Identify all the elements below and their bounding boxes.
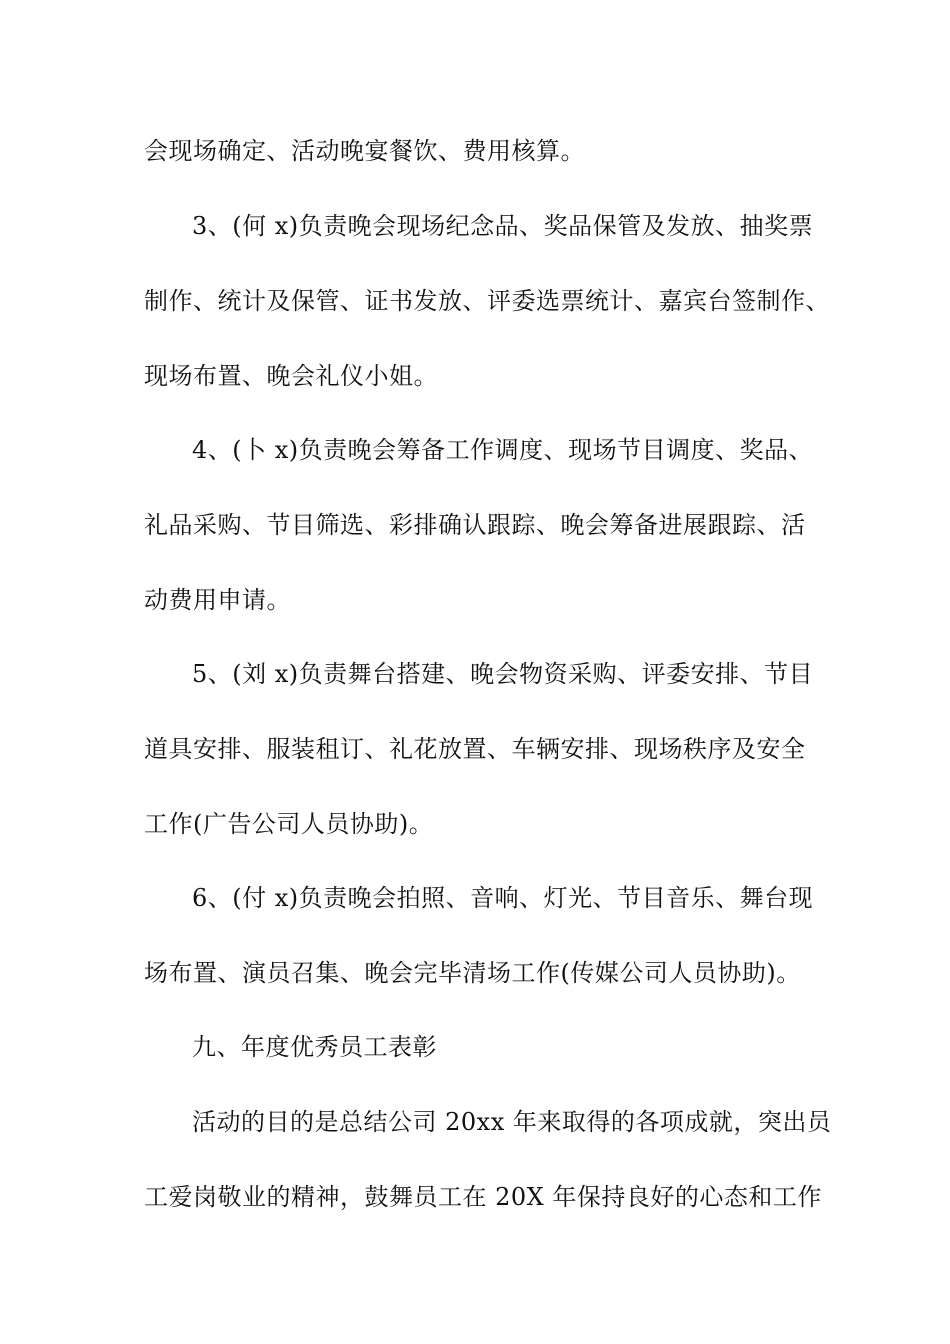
text-line: 工爱岗敬业的精神，鼓舞员工在 20X 年保持良好的心态和工作	[144, 1183, 822, 1211]
text-line: 道具安排、服装租订、礼花放置、车辆安排、现场秩序及安全	[144, 735, 806, 763]
text-line: 现场布置、晚会礼仪小姐。	[144, 362, 438, 390]
list-item-4: 4、(卜 x)负责晚会筹备工作调度、现场节目调度、奖品、	[192, 436, 814, 464]
section-heading: 九、年度优秀员工表彰	[192, 1033, 437, 1061]
list-item-5: 5、(刘 x)负责舞台搭建、晚会物资采购、评委安排、节目	[192, 660, 814, 688]
text-line: 会现场确定、活动晚宴餐饮、费用核算。	[144, 137, 585, 165]
text-line: 动费用申请。	[144, 586, 291, 614]
paragraph-start: 活动的目的是总结公司 20xx 年来取得的各项成就，突出员	[192, 1108, 832, 1136]
list-item-6: 6、(付 x)负责晚会拍照、音响、灯光、节目音乐、舞台现	[192, 884, 814, 912]
list-item-3: 3、(何 x)负责晚会现场纪念品、奖品保管及发放、抽奖票	[192, 212, 814, 240]
text-line: 场布置、演员召集、晚会完毕清场工作(传媒公司人员协助)。	[144, 959, 801, 987]
text-line: 工作(广告公司人员协助)。	[144, 810, 434, 838]
text-line: 制作、统计及保管、证书发放、评委选票统计、嘉宾台签制作、	[144, 287, 830, 315]
text-line: 礼品采购、节目筛选、彩排确认跟踪、晚会筹备进展跟踪、活	[144, 511, 806, 539]
